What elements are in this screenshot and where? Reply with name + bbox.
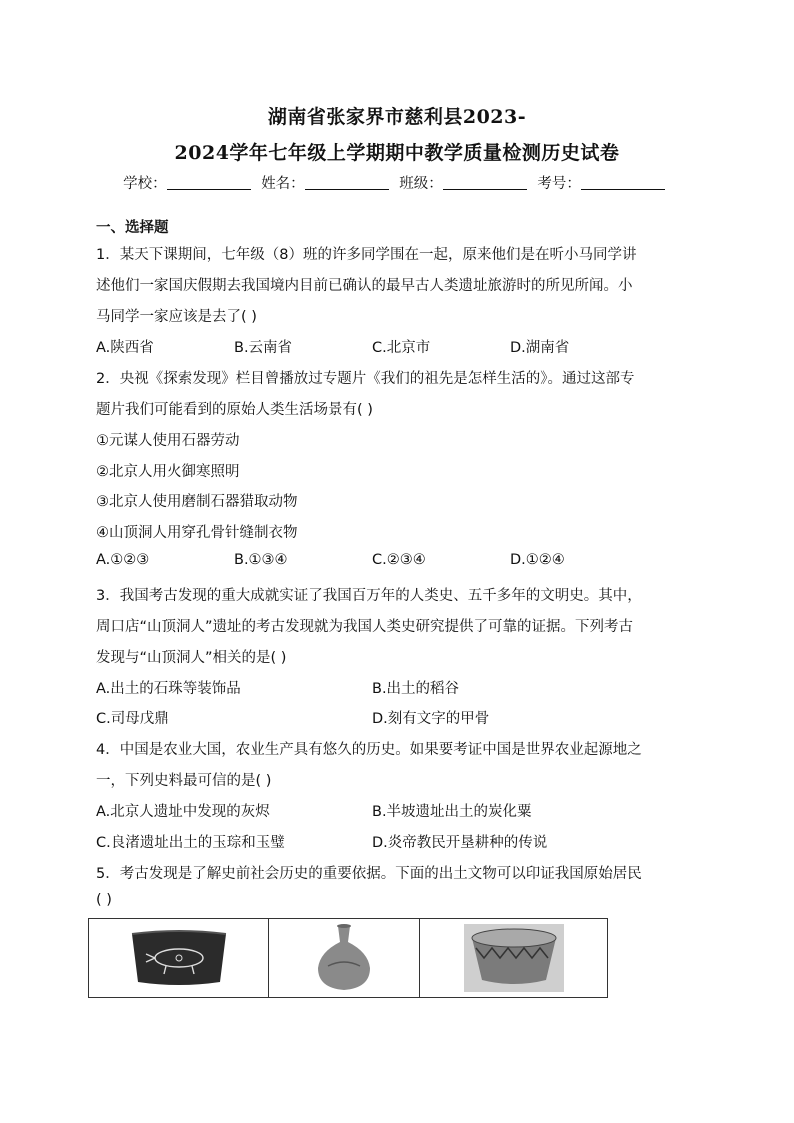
- question-4-line-1: 4．中国是农业大国，农业生产具有悠久的历史。如果要考证中国是世界农业起源地之: [96, 742, 642, 758]
- question-5-line-1: 5．考古发现是了解史前社会历史的重要依据。下面的出土文物可以印证我国原始居民: [96, 866, 642, 882]
- pig-pattern-pot-cell: [89, 919, 269, 998]
- question-2-item-3: ③北京人使用磨制石器猎取动物: [96, 494, 298, 510]
- name-blank[interactable]: [305, 175, 389, 190]
- artifact-image-table: [88, 918, 608, 998]
- exam-title-line-2: 2024学年七年级上学期期中教学质量检测历史试卷: [174, 142, 620, 164]
- question-4-option-a[interactable]: A.北京人遗址中发现的灰烬: [96, 804, 270, 820]
- class-label: 班级：: [399, 176, 443, 192]
- school-blank[interactable]: [167, 175, 251, 190]
- question-1-line-1: 1．某天下课期间，七年级（8）班的许多同学围在一起，原来他们是在听小马同学讲: [96, 247, 637, 263]
- question-2-item-4: ④山顶洞人用穿孔骨针缝制衣物: [96, 525, 298, 541]
- name-label: 姓名：: [261, 176, 305, 192]
- painted-bowl-image: [464, 924, 564, 992]
- pig-pattern-pot-image: [124, 926, 234, 990]
- painted-pottery-vase-cell: [269, 919, 420, 998]
- question-4-option-c[interactable]: C.良渚遗址出土的玉琮和玉璧: [96, 835, 285, 851]
- section-heading: 一、选择题: [96, 220, 169, 236]
- question-2-line-2: 题片我们可能看到的原始人类生活场景有( ): [96, 402, 373, 418]
- question-2-item-1: ①元谋人使用石器劳动: [96, 433, 240, 449]
- question-1-line-3: 马同学一家应该是去了( ): [96, 309, 257, 325]
- question-1-option-c[interactable]: C.北京市: [372, 340, 431, 356]
- question-3-option-d[interactable]: D.刻有文字的甲骨: [372, 711, 490, 727]
- question-3-line-3: 发现与“山顶洞人”相关的是( ): [96, 650, 287, 666]
- question-2-option-b[interactable]: B.①③④: [234, 552, 288, 568]
- question-1-option-d[interactable]: D.湖南省: [510, 340, 570, 356]
- question-1-option-a[interactable]: A.陕西省: [96, 340, 154, 356]
- question-2-option-a[interactable]: A.①②③: [96, 552, 150, 568]
- question-5-line-2: ( ): [96, 892, 112, 908]
- question-2-option-c[interactable]: C.②③④: [372, 552, 426, 568]
- class-blank[interactable]: [443, 175, 527, 190]
- question-4-option-b[interactable]: B.半坡遗址出土的炭化粟: [372, 804, 532, 820]
- painted-bowl-cell: [420, 919, 608, 998]
- question-4-option-d[interactable]: D.炎帝教民开垦耕种的传说: [372, 835, 548, 851]
- question-2-line-1: 2．央视《探索发现》栏目曾播放过专题片《我们的祖先是怎样生活的》。通过这部专: [96, 371, 635, 387]
- question-3-option-c[interactable]: C.司母戊鼎: [96, 711, 169, 727]
- question-4-line-2: 一，下列史料最可信的是( ): [96, 773, 272, 789]
- painted-pottery-vase-image: [314, 922, 374, 994]
- question-3-option-b[interactable]: B.出土的稻谷: [372, 681, 460, 697]
- school-label: 学校：: [123, 176, 167, 192]
- question-3-line-2: 周口店“山顶洞人”遗址的考古发现就为我国人类史研究提供了可靠的证据。下列考古: [96, 619, 634, 635]
- question-1-line-2: 述他们一家国庆假期去我国境内目前已确认的最早古人类遗址旅游时的所见所闻。小: [96, 278, 633, 294]
- question-3-line-1: 3．我国考古发现的重大成就实证了我国百万年的人类史、五千多年的文明史。其中，: [96, 588, 642, 604]
- number-label: 考号：: [537, 176, 581, 192]
- question-2-option-d[interactable]: D.①②④: [510, 552, 565, 568]
- number-blank[interactable]: [581, 175, 665, 190]
- exam-title-line-1: 湖南省张家界市慈利县2023-: [267, 106, 527, 128]
- question-1-option-b[interactable]: B.云南省: [234, 340, 293, 356]
- student-info-row: [0, 172, 794, 193]
- question-2-item-2: ②北京人用火御寒照明: [96, 464, 240, 480]
- question-3-option-a[interactable]: A.出土的石珠等装饰品: [96, 681, 241, 697]
